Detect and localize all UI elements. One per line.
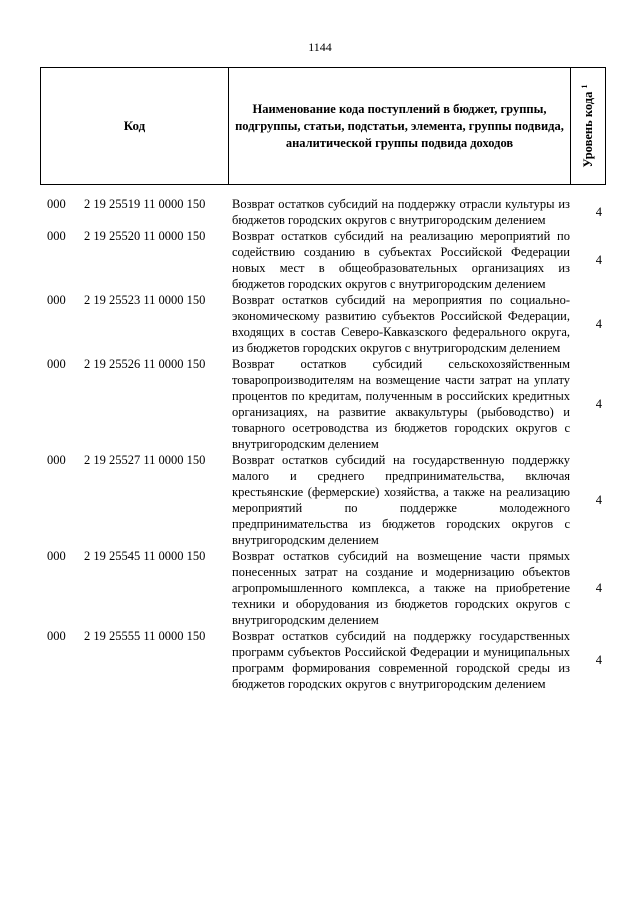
- row-prefix: 000: [47, 629, 66, 643]
- table-row: [0, 196, 640, 228]
- row-code: 2 19 25526 11 0000 150: [84, 357, 206, 371]
- row-description: Возврат остатков субсидий на поддержку отрасли культуры из бюджетов городских округов с внутригородским делением: [232, 197, 570, 227]
- row-description: Возврат остатков субсидий на поддержку государственных программ субъектов Российской Федерации и муниципальных программ формирования современной городской среды из бюджетов городских округов с внутригородским делением: [232, 629, 570, 691]
- table-header: [40, 67, 606, 185]
- row-code: 2 19 25527 11 0000 150: [84, 453, 206, 467]
- table-row: [0, 452, 640, 548]
- row-level: 4: [595, 653, 602, 667]
- table-row: [0, 292, 640, 356]
- row-prefix: 000: [47, 229, 66, 243]
- table-row: [0, 356, 640, 452]
- row-code: 2 19 25520 11 0000 150: [84, 229, 206, 243]
- row-code: 2 19 25555 11 0000 150: [84, 629, 206, 643]
- row-level: 4: [595, 397, 602, 411]
- row-code: 2 19 25523 11 0000 150: [84, 293, 206, 307]
- row-level: 4: [595, 317, 602, 331]
- table-row: [0, 548, 640, 628]
- row-description: Возврат остатков субсидий сельскохозяйственным товаропроизводителям на возмещение части затрат на уплату процентов по кредитам, полученным в российских кредитных организациях, на развитие аквакультуры (рыбоводство) и товарного осетроводства из бюджетов городских округов с внутригородским делением: [232, 357, 570, 451]
- header-level-text: [580, 85, 596, 168]
- row-code: 2 19 25545 11 0000 150: [84, 549, 206, 563]
- table-body: [0, 196, 640, 692]
- row-level: 4: [595, 493, 602, 507]
- header-level-footnote: 1: [579, 84, 589, 89]
- row-level: 4: [595, 581, 602, 595]
- row-prefix: 000: [47, 197, 66, 211]
- header-level-label: Уровень кода: [581, 91, 596, 168]
- row-code: 2 19 25519 11 0000 150: [84, 197, 206, 211]
- row-prefix: 000: [47, 549, 66, 563]
- header-code: Код: [41, 68, 229, 184]
- table-row: [0, 228, 640, 292]
- page-number: 1144: [308, 40, 332, 54]
- row-description: Возврат остатков субсидий на государственную поддержку малого и среднего предпринимательства, включая крестьянские (фермерские) хозяйства, а также на реализацию мероприятий по поддержке молодежного предпринимательства из бюджетов городских округов с внутригородским делением: [232, 453, 570, 547]
- row-description: Возврат остатков субсидий на мероприятия по социально-экономическому развитию субъектов Российской Федерации, входящих в состав Северо-Кавказского федерального округа, из бюджетов городских округов с внутригородским делением: [232, 293, 570, 355]
- row-level: 4: [595, 253, 602, 267]
- row-description: Возврат остатков субсидий на реализацию мероприятий по содействию созданию в субъектах Российской Федерации новых мест в общеобразовательных организациях из бюджетов городских округов с внутригородским делением: [232, 229, 570, 291]
- row-prefix: 000: [47, 453, 66, 467]
- header-name: Наименование кода поступлений в бюджет, группы, подгруппы, статьи, подстатьи, элемента, группы подвида, аналитической группы подвида доходов: [229, 68, 571, 184]
- row-description: Возврат остатков субсидий на возмещение части прямых понесенных затрат на создание и модернизацию объектов агропромышленного комплекса, а также на приобретение техники и оборудования из бюджетов городских округов с внутригородским делением: [232, 549, 570, 627]
- row-level: 4: [595, 205, 602, 219]
- row-prefix: 000: [47, 293, 66, 307]
- header-level: [571, 68, 605, 184]
- row-prefix: 000: [47, 357, 66, 371]
- table-row: [0, 628, 640, 692]
